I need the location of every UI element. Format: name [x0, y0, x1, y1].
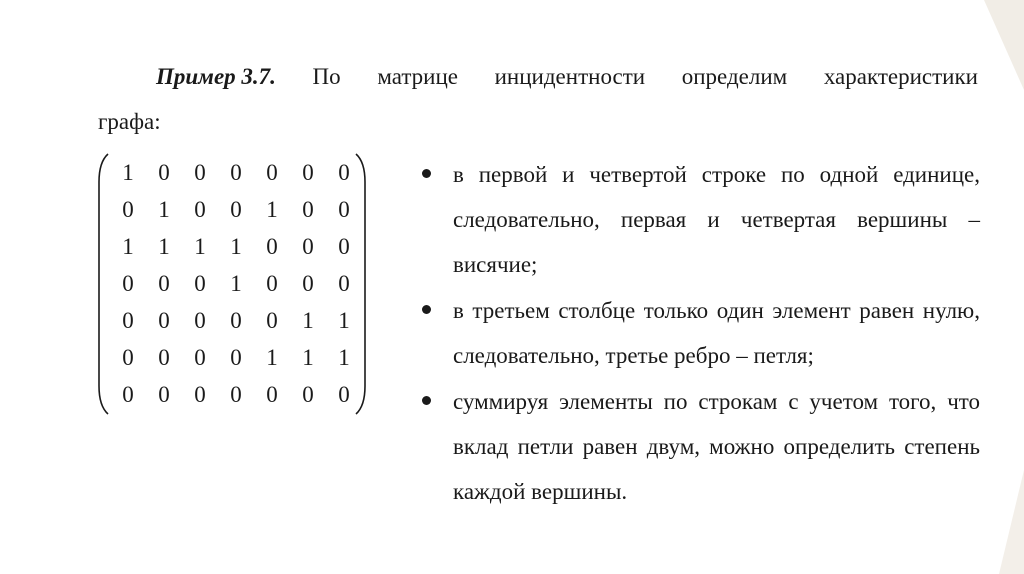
matrix-cell: 1	[122, 234, 134, 259]
matrix-cell: 0	[266, 271, 278, 296]
matrix-grid	[110, 154, 360, 413]
matrix-left-bracket	[96, 152, 110, 416]
matrix-cell: 0	[338, 160, 350, 185]
matrix-cell: 1	[302, 308, 314, 333]
example-title-continuation: графа:	[98, 109, 161, 134]
matrix-cell: 0	[158, 308, 170, 333]
matrix-cell: 0	[302, 271, 314, 296]
matrix-cell: 0	[266, 234, 278, 259]
matrix-cell: 0	[230, 382, 242, 407]
matrix-cell: 0	[194, 197, 206, 222]
matrix-cell: 0	[122, 308, 134, 333]
matrix-cell: 0	[158, 345, 170, 370]
matrix-cell: 0	[230, 345, 242, 370]
title-word: инцидентности	[494, 64, 646, 89]
matrix-cell: 0	[230, 160, 242, 185]
matrix-cell: 1	[266, 345, 278, 370]
title-word: характеристики	[823, 64, 978, 89]
matrix-cell: 1	[338, 345, 350, 370]
conclusion-line: следовательно, первая и четвертая вершины –	[453, 207, 980, 232]
bullet-dot-icon	[422, 169, 431, 178]
title-word: матрице	[377, 64, 458, 89]
matrix-cell: 0	[122, 345, 134, 370]
conclusion-line: что вклад петли равен двум, можно определить	[453, 389, 981, 459]
matrix-cell: 0	[194, 160, 206, 185]
matrix-cell: 0	[266, 160, 278, 185]
conclusion-item	[420, 152, 980, 287]
title-word: По	[312, 64, 341, 89]
bullet-dot-icon	[422, 396, 431, 405]
matrix-cell: 0	[158, 271, 170, 296]
matrix-cell: 0	[122, 271, 134, 296]
example-title-line	[156, 62, 978, 92]
matrix-cell: 0	[122, 382, 134, 407]
conclusions-list	[420, 152, 980, 515]
matrix-cell: 0	[194, 271, 206, 296]
matrix-cell: 1	[158, 234, 170, 259]
conclusion-item	[420, 379, 980, 514]
matrix-cell: 1	[266, 197, 278, 222]
matrix-cell: 1	[230, 234, 242, 259]
matrix-cell: 0	[230, 197, 242, 222]
matrix-cell: 1	[302, 345, 314, 370]
matrix-cell: 0	[194, 345, 206, 370]
conclusion-line: висячие;	[453, 252, 538, 277]
title-word: определим	[681, 64, 788, 89]
matrix-cell: 0	[302, 382, 314, 407]
matrix-cell: 0	[158, 382, 170, 407]
matrix-cell: 1	[194, 234, 206, 259]
bullet-dot-icon	[422, 305, 431, 314]
matrix-cell: 0	[266, 308, 278, 333]
matrix-cell: 0	[338, 197, 350, 222]
conclusion-line: суммируя элементы по строкам с учетом того,	[453, 389, 937, 414]
conclusion-line: в третьем столбце только один элемент равен	[453, 298, 915, 323]
matrix-cell: 0	[194, 382, 206, 407]
matrix-cell: 0	[266, 382, 278, 407]
matrix-cell: 1	[122, 160, 134, 185]
conclusion-line: нулю, следовательно, третье ребро – петля;	[453, 298, 980, 368]
incidence-matrix	[96, 152, 368, 416]
matrix-right-bracket	[354, 152, 368, 416]
example-label: Пример 3.7.	[156, 64, 276, 89]
matrix-cell: 0	[302, 197, 314, 222]
matrix-cell: 0	[338, 234, 350, 259]
matrix-cell: 0	[338, 271, 350, 296]
matrix-cell: 1	[158, 197, 170, 222]
conclusion-item	[420, 288, 980, 378]
matrix-cell: 0	[302, 234, 314, 259]
matrix-cell: 0	[230, 308, 242, 333]
matrix-cell: 1	[338, 308, 350, 333]
matrix-cell: 1	[230, 271, 242, 296]
matrix-cell: 0	[122, 197, 134, 222]
matrix-cell: 0	[194, 308, 206, 333]
matrix-cell: 0	[338, 382, 350, 407]
conclusion-line: в первой и четвертой строке по одной единице,	[453, 162, 980, 187]
conclusion-line: степень каждой вершины.	[453, 434, 980, 504]
matrix-cell: 0	[302, 160, 314, 185]
matrix-cell: 0	[158, 160, 170, 185]
